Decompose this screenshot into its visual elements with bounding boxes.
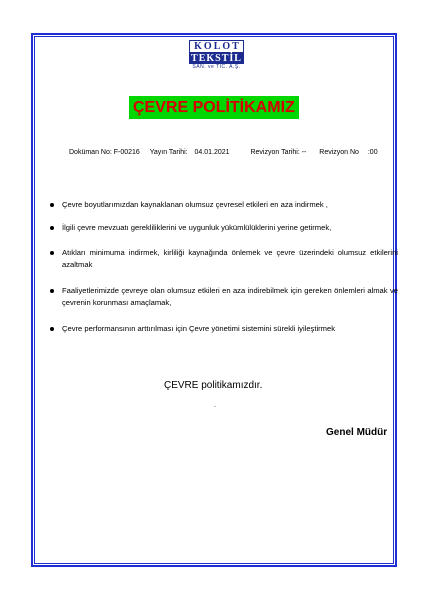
revision-date: Revizyon Tarihi: --	[250, 149, 307, 156]
logo-line-3: SAN. ve TİC. A.Ş.	[192, 64, 241, 70]
doc-number: Doküman No: F-00216	[69, 149, 140, 156]
logo-line-2: TEKSTİL	[189, 53, 244, 64]
signature-title: Genel Müdür	[326, 427, 388, 438]
list-item: Atıkları minimuma indirmek, kirliliği kaynağında önlemek ve çevre üzerindeki olumsuz etkilerini azaltmak	[50, 247, 398, 271]
revision-no-label: Revizyon No	[319, 149, 359, 156]
revision-no: :00	[367, 149, 378, 156]
logo-line-1: KOLOT	[189, 40, 244, 53]
bullet-icon	[50, 289, 54, 293]
list-item: Çevre performansının arttırılması için Çevre yönetimi sistemini sürekli iyileştirmek	[50, 323, 398, 335]
list-item: İlgili çevre mevzuatı gerekliliklerini ve uygunluk yükümlülüklerini yerine getirmek,	[50, 222, 398, 234]
bullet-icon	[50, 203, 54, 207]
list-item: Faaliyetlerimizde çevreye olan olumsuz etkileri en aza indirebilmek için gereken önlemleri almak ve çevrenin korunması amaçlamak,	[50, 285, 398, 309]
small-mark: .	[214, 402, 216, 409]
bullet-icon	[50, 327, 54, 331]
policy-list	[50, 199, 398, 335]
publish-date-label: Yayın Tarihi:	[149, 149, 188, 156]
document-meta	[69, 149, 378, 156]
closing-statement: ÇEVRE politikamızdır.	[164, 380, 263, 391]
list-item: Çevre boyutlarımızdan kaynaklanan olumsuz çevresel etkileri en aza indirmek ,	[50, 199, 398, 211]
page-title: ÇEVRE POLİTİKAMIZ	[129, 96, 299, 119]
bullet-icon	[50, 226, 54, 230]
company-logo	[189, 40, 244, 71]
publish-date: 04.01.2021	[194, 149, 230, 156]
bullet-icon	[50, 251, 54, 255]
